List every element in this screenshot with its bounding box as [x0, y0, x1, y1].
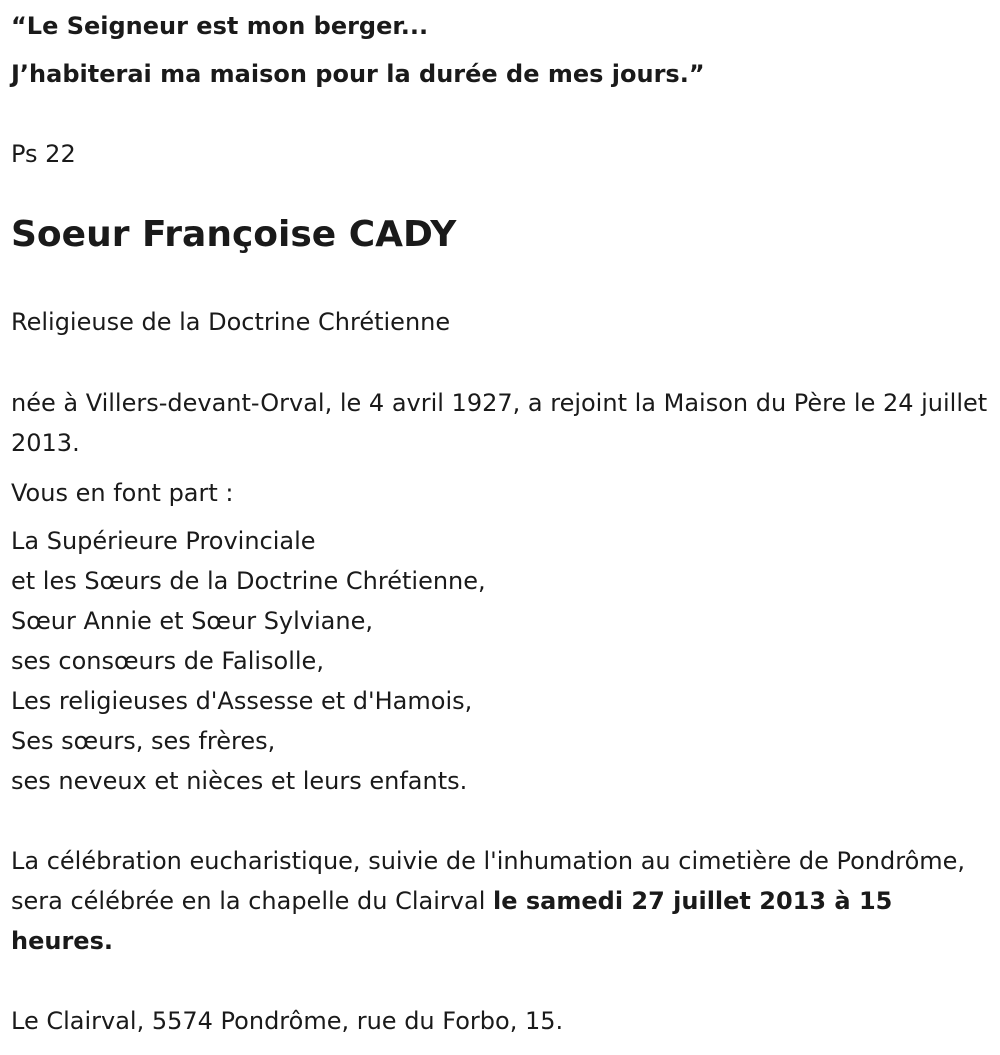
family-line: ses neveux et nièces et leurs enfants.: [11, 767, 468, 795]
religious-role: Religieuse de la Doctrine Chrétienne: [11, 308, 451, 336]
family-line: La Supérieure Provinciale: [11, 527, 316, 555]
address: Le Clairval, 5574 Pondrôme, rue du Forbo, 15.: [11, 1007, 564, 1035]
ceremony-date-time: le samedi 27 juillet 2013 à 15 heures.: [11, 887, 893, 955]
birth-death-statement: née à Villers-devant-Orval, le 4 avril 1927, a rejoint la Maison du Père le 24 juillet 2013.: [11, 389, 988, 457]
ceremony-text: La célébration eucharistique, suivie de l'inhumation au cimetière de Pondrôme, sera célébrée en la chapelle du Clairval: [11, 847, 966, 915]
family-line: ses consœurs de Falisolle,: [11, 647, 324, 675]
ceremony-details: [11, 841, 996, 961]
family-line: et les Sœurs de la Doctrine Chrétienne,: [11, 567, 486, 595]
epigraph-line-1: “Le Seigneur est mon berger...: [11, 12, 429, 40]
family-line: Ses sœurs, ses frères,: [11, 727, 276, 755]
family-line: Les religieuses d'Assesse et d'Hamois,: [11, 687, 473, 715]
deceased-name: Soeur Françoise CADY: [11, 214, 457, 255]
psalm-reference: Ps 22: [11, 140, 76, 168]
family-line: Sœur Annie et Sœur Sylviane,: [11, 607, 373, 635]
epigraph-line-2: J’habiterai ma maison pour la durée de mes jours.”: [11, 60, 705, 88]
announcement-intro: Vous en font part :: [11, 479, 234, 507]
